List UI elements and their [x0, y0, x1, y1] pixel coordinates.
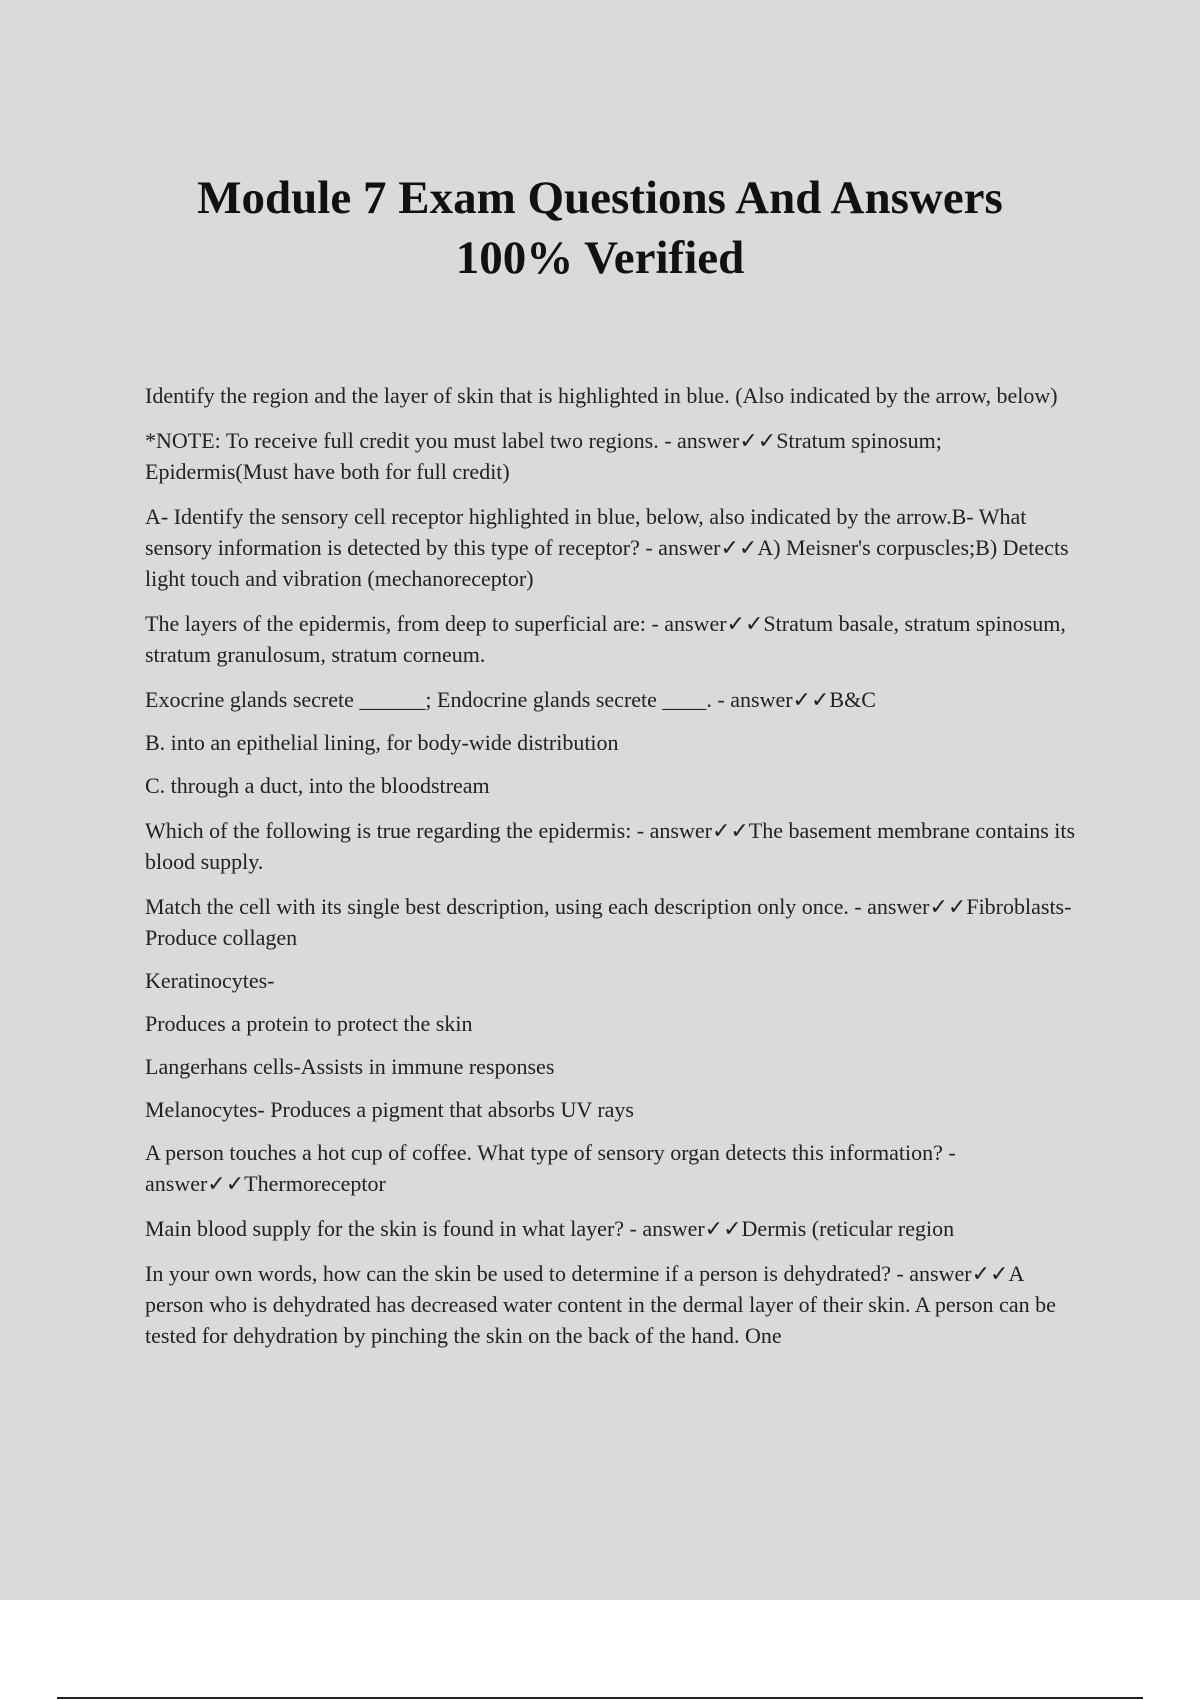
title-line-2: 100% Verified	[455, 232, 745, 284]
paragraph-match-cells: Match the cell with its single best description, using each description only once. - answer✓✓Fibroblasts-Produce collagen	[145, 894, 1072, 950]
paragraph-melanocytes: Melanocytes- Produces a pigment that absorbs UV rays	[145, 1097, 634, 1122]
paragraph-hot-coffee: A person touches a hot cup of coffee. What type of sensory organ detects this information? - answer✓✓Thermoreceptor	[145, 1140, 956, 1196]
footer-divider	[57, 1697, 1143, 1699]
paragraph-dehydration: In your own words, how can the skin be used to determine if a person is dehydrated? - answer✓✓A person who is dehydrated has decreased water content in the dermal layer of their skin. A person can be tested for dehydration by pinching the skin on the back of the hand. One	[145, 1261, 1056, 1348]
paragraph-keratinocytes: Keratinocytes-	[145, 968, 275, 993]
paragraph-option-c: C. through a duct, into the bloodstream	[145, 773, 490, 798]
paragraph-protein: Produces a protein to protect the skin	[145, 1011, 473, 1036]
title-line-1: Module 7 Exam Questions And Answers	[197, 172, 1003, 224]
paragraph-option-b: B. into an epithelial lining, for body-wide distribution	[145, 730, 619, 755]
paragraph-epidermis-true: Which of the following is true regarding the epidermis: - answer✓✓The basement membrane contains its blood supply.	[145, 818, 1076, 874]
paragraph-glands: Exocrine glands secrete ______; Endocrine glands secrete ____. - answer✓✓B&C	[145, 687, 876, 712]
paragraph-langerhans: Langerhans cells-Assists in immune responses	[145, 1054, 555, 1079]
paragraph-epidermis-layers: The layers of the epidermis, from deep to superficial are: - answer✓✓Stratum basale, stratum spinosum, stratum granulosum, stratum corneum.	[145, 611, 1066, 667]
paragraph-question-skin-region: Identify the region and the layer of skin that is highlighted in blue. (Also indicated by the arrow, below)	[145, 383, 1058, 408]
document-title	[100, 168, 1100, 288]
document-body	[145, 380, 1085, 1365]
paragraph-note-answer: *NOTE: To receive full credit you must label two regions. - answer✓✓Stratum spinosum; Epidermis(Must have both for full credit)	[145, 428, 942, 484]
paragraph-blood-supply: Main blood supply for the skin is found in what layer? - answer✓✓Dermis (reticular region	[145, 1216, 955, 1241]
paragraph-sensory-receptor: A- Identify the sensory cell receptor highlighted in blue, below, also indicated by the arrow.B- What sensory information is detected by this type of receptor? - answer✓✓A) Meisner's corpuscles;B) Detects light touch and vibration (mechanoreceptor)	[145, 504, 1069, 591]
